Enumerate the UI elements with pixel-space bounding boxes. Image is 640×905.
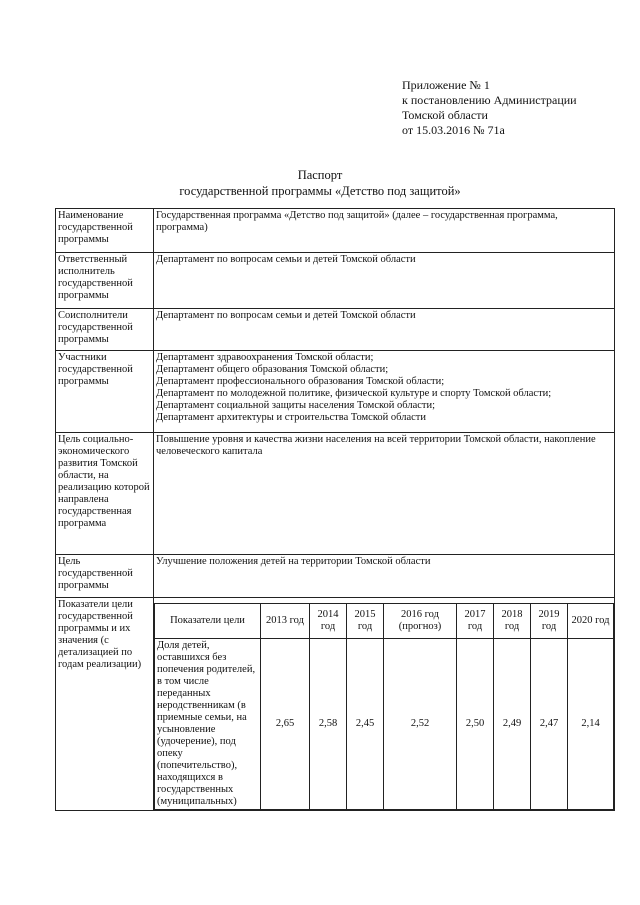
header-cell: 2020 год xyxy=(568,604,614,639)
indicator-value: 2,50 xyxy=(457,639,494,810)
participant-item: Департамент по молодежной политике, физической культуре и спорту Томской области; xyxy=(156,388,552,399)
approval-block xyxy=(402,78,627,138)
indicator-value: 2,45 xyxy=(347,639,384,810)
approval-line: к постановлению Администрации xyxy=(402,93,577,107)
indicators-header-row xyxy=(155,604,614,639)
row-value: Повышение уровня и качества жизни населения на всей территории Томской области, накопление человеческого капитала xyxy=(154,433,615,555)
passport-row-indicators xyxy=(56,598,615,811)
header-cell: 2013 год xyxy=(261,604,310,639)
passport-table xyxy=(55,208,615,811)
row-label: Цель государственной программы xyxy=(56,555,154,598)
approval-line: Приложение № 1 xyxy=(402,78,490,92)
row-label: Соисполнители государственной программы xyxy=(56,309,154,351)
indicator-value: 2,49 xyxy=(494,639,531,810)
passport-row xyxy=(56,351,615,433)
row-label: Ответственный исполнитель государственной программы xyxy=(56,253,154,309)
indicator-value: 2,58 xyxy=(310,639,347,810)
approval-line: Томской области xyxy=(402,108,488,122)
participant-item: Департамент профессионального образования Томской области; xyxy=(156,376,445,387)
indicator-value: 2,52 xyxy=(384,639,457,810)
row-value: Государственная программа «Детство под защитой» (далее – государственная программа, программа) xyxy=(154,209,615,253)
row-value xyxy=(154,351,615,433)
indicator-name: Доля детей, оставшихся без попечения родителей, в том числе переданных неродственникам (в приемные семьи, на усыновление (удочерение), под опеку (попечительство), находящихся в государственных (муниципальных) xyxy=(155,639,261,810)
approval-line: от 15.03.2016 № 71а xyxy=(402,123,505,137)
header-cell: 2018 год xyxy=(494,604,531,639)
row-label: Цель социально-экономического развития Томской области, на реализацию которой направлена государственная программа xyxy=(56,433,154,555)
row-label: Показатели цели государственной программы и их значения (с детализацией по годам реализации) xyxy=(56,598,154,811)
indicator-value: 2,14 xyxy=(568,639,614,810)
row-value: Улучшение положения детей на территории Томской области xyxy=(154,555,615,598)
participant-item: Департамент социальной защиты населения Томской области; xyxy=(156,400,436,411)
indicator-value: 2,47 xyxy=(531,639,568,810)
header-cell: 2017 год xyxy=(457,604,494,639)
document-title: Паспорт xyxy=(297,168,343,182)
indicator-value: 2,65 xyxy=(261,639,310,810)
passport-row xyxy=(56,555,615,598)
passport-row xyxy=(56,433,615,555)
row-label: Участники государственной программы xyxy=(56,351,154,433)
row-value: Департамент по вопросам семьи и детей Томской области xyxy=(154,309,615,351)
row-value xyxy=(154,598,615,811)
header-cell: 2015 год xyxy=(347,604,384,639)
header-cell: 2019 год xyxy=(531,604,568,639)
indicators-table xyxy=(154,603,614,810)
document-subtitle: государственной программы «Детство под защитой» xyxy=(179,184,461,198)
header-cell: 2014 год xyxy=(310,604,347,639)
passport-row xyxy=(56,309,615,351)
row-label: Наименование государственной программы xyxy=(56,209,154,253)
participant-item: Департамент общего образования Томской области; xyxy=(156,364,389,375)
passport-row xyxy=(56,209,615,253)
participant-item: Департамент архитектуры и строительства Томской области xyxy=(156,412,426,423)
header-cell: 2016 год (прогноз) xyxy=(384,604,457,639)
passport-row xyxy=(56,253,615,309)
row-value: Департамент по вопросам семьи и детей Томской области xyxy=(154,253,615,309)
header-cell: Показатели цели xyxy=(155,604,261,639)
participant-item: Департамент здравоохранения Томской области; xyxy=(156,352,374,363)
indicator-row xyxy=(155,639,614,810)
